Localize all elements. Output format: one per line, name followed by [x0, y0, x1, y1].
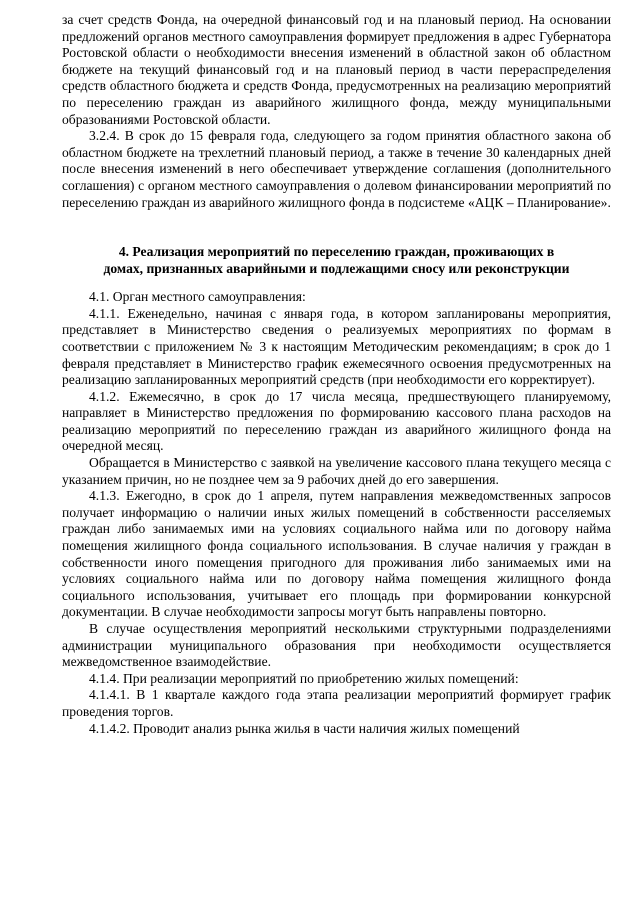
- paragraph-4-1-4-2: 4.1.4.2. Проводит анализ рынка жилья в части наличия жилых помещений: [89, 720, 520, 736]
- document-page: [62, 12, 611, 737]
- section-heading-line-1: 4. Реализация мероприятий по переселению граждан, проживающих в: [118, 244, 555, 260]
- paragraph-4-1: 4.1. Орган местного самоуправления:: [89, 289, 306, 305]
- paragraph-kassovy-plan: Обращается в Министерство с заявкой на увеличение кассового плана текущего месяца с указанием причин, но не позднее чем за 9 рабочих дней до его завершения.: [62, 455, 611, 487]
- paragraph-4-1-2: 4.1.2. Ежемесячно, в срок до 17 числа месяца, предшествующего планируемому, направляет в Министерство предложения по формированию кассового плана расходов на реализацию мероприятий по переселению граждан из аварийного жилищного фонда на очередной месяц.: [62, 388, 611, 454]
- section-heading: [62, 243, 611, 277]
- paragraph-3-2-4: 3.2.4. В срок до 15 февраля года, следующего за годом принятия областного закона об областном бюджете на трехлетний плановый период, а также в течение 30 календарных дней после внесения изменений в него обеспечивает утверждение соглашения (дополнительного соглашения) с органом местного самоуправления о долевом финансировании мероприятий по переселению граждан из аварийного жилищного фонда в подсистеме «АЦК – Планирование».: [62, 128, 611, 210]
- paragraph-4-1-4-1: 4.1.4.1. В 1 квартале каждого года этапа реализации мероприятий формирует график проведения торгов.: [62, 687, 611, 719]
- section-heading-line-2: домах, признанных аварийными и подлежащими сносу или реконструкции: [103, 261, 570, 277]
- paragraph-4-1-1: 4.1.1. Еженедельно, начиная с января года, в котором запланированы мероприятия, представляет в Министерство сведения о реализуемых мероприятиях по формам в соответствии с приложением № 3 к настоящим Методическим рекомендациям; в срок до 1 февраля представляет в Министерство график ежемесячного освоения предусмотренных на реализацию запланированных мероприятий средств (при необходимости его корректирует).: [62, 305, 611, 388]
- paragraph-continuation: за счет средств Фонда, на очередной финансовый год и на плановый период. На основании предложений органов местного самоуправления формирует предложения в адрес Губернатора Ростовской области о необходимости внесения изменений в областной закон об областном бюджете на текущий финансовый год и на плановый период в части перераспределения средств областного бюджета и средств Фонда, предусмотренных на реализацию мероприятий по переселению граждан из аварийного жилищного фонда, между муниципальными образованиями Ростовской области.: [62, 12, 611, 127]
- paragraph-4-1-4: 4.1.4. При реализации мероприятий по приобретению жилых помещений:: [89, 670, 519, 686]
- paragraph-mezhvedomstvennoe: В случае осуществления мероприятий несколькими структурными подразделениями администрации муниципального образования при необходимости осуществляется межведомственное взаимодействие.: [62, 621, 611, 670]
- paragraph-4-1-3: 4.1.3. Ежегодно, в срок до 1 апреля, путем направления межведомственных запросов получает информацию о наличии иных жилых помещений в собственности расселяемых граждан либо занимаемых ими на условиях социального найма или по договору найма помещения жилищного фонда социального использования. В случае наличия у граждан в собственности иного помещения пригодного для проживания либо занимаемых ими на условиях социального найма или по договору найма помещения жилищного фонда социального использования, учитывает его площадь при формировании конкурсной документации. В случае необходимости запросы могут быть направлены повторно.: [62, 488, 611, 620]
